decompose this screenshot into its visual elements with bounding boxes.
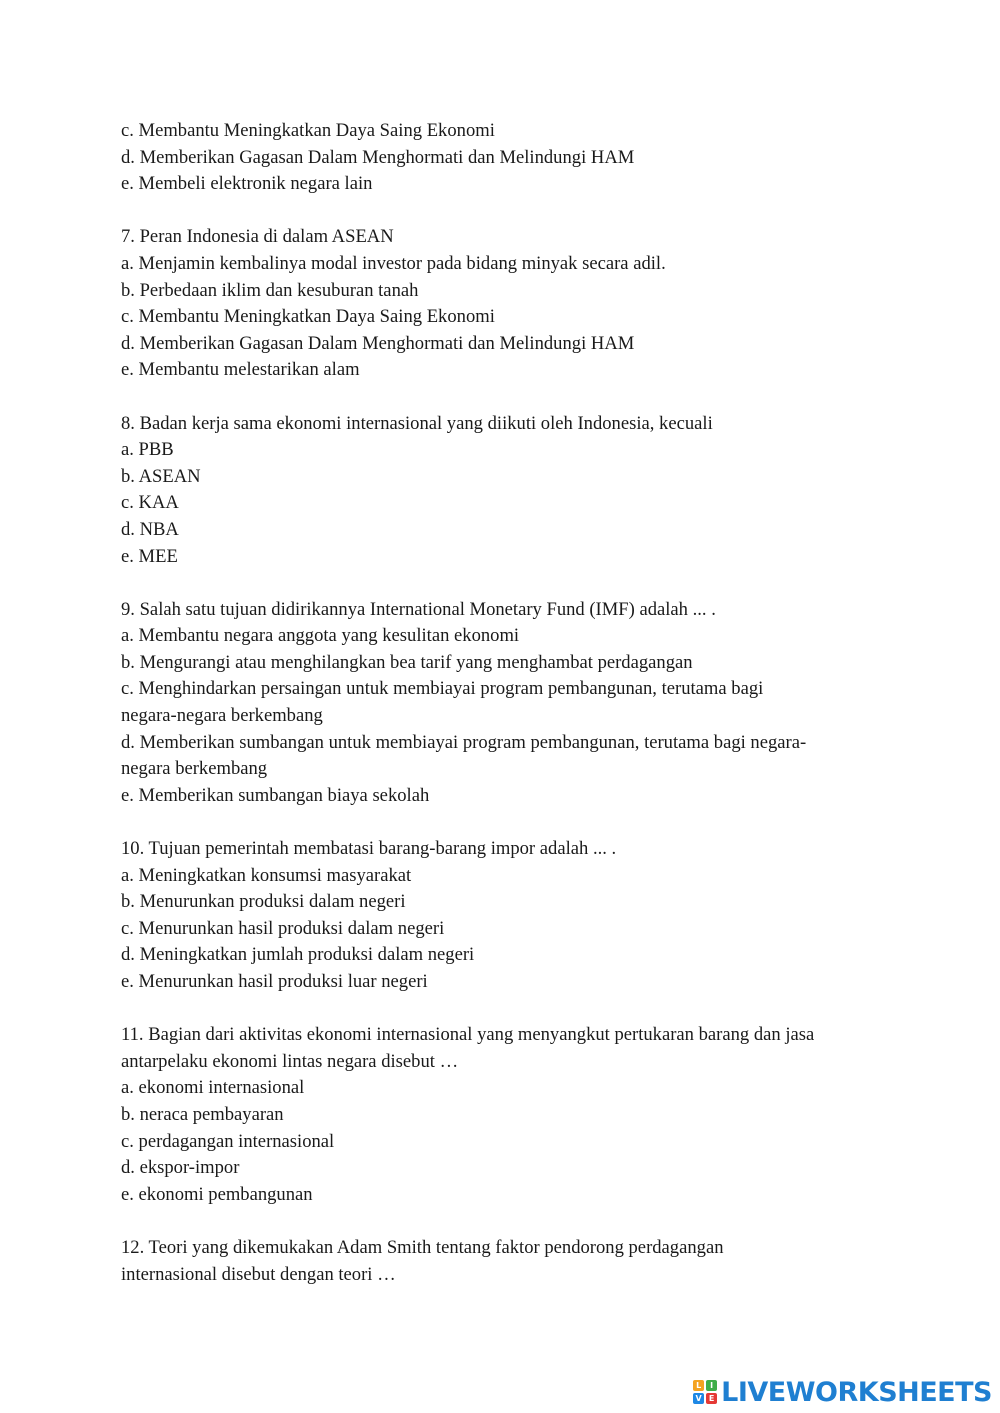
- option-6d: d. Memberikan Gagasan Dalam Menghormati dan Melindungi HAM: [121, 146, 635, 168]
- question-11-text-line2: antarpelaku ekonomi lintas negara disebut …: [121, 1050, 459, 1072]
- option-10c: c. Menurunkan hasil produksi dalam negeri: [121, 917, 445, 939]
- option-7e: e. Membantu melestarikan alam: [121, 359, 360, 381]
- option-7c: c. Membantu Meningkatkan Daya Saing Ekonomi: [121, 306, 495, 328]
- option-8c: c. KAA: [121, 492, 179, 514]
- logo-text: LIVEWORKSHEETS: [721, 1376, 992, 1408]
- option-9b: b. Mengurangi atau menghilangkan bea tarif yang menghambat perdagangan: [121, 651, 693, 673]
- option-11d: d. ekspor-impor: [121, 1157, 240, 1179]
- logo-mark-letter: I: [706, 1380, 717, 1391]
- question-10-text: 10. Tujuan pemerintah membatasi barang-barang impor adalah ... .: [121, 838, 617, 860]
- spacer: [121, 198, 921, 225]
- option-8a: a. PBB: [121, 439, 174, 461]
- question-11: [121, 1022, 921, 1208]
- option-10a: a. Meningkatkan konsumsi masyarakat: [121, 864, 412, 886]
- logo-mark-letter: E: [706, 1393, 717, 1404]
- option-11b: b. neraca pembayaran: [121, 1103, 284, 1125]
- spacer: [121, 570, 921, 597]
- option-9a: a. Membantu negara anggota yang kesulitan ekonomi: [121, 625, 520, 647]
- option-11a: a. ekonomi internasional: [121, 1077, 305, 1099]
- spacer: [121, 384, 921, 411]
- option-7a: a. Menjamin kembalinya modal investor pada bidang minyak secara adil.: [121, 252, 666, 274]
- logo-mark-letter: L: [693, 1380, 704, 1391]
- spacer: [121, 996, 921, 1023]
- question-6-tail: [121, 118, 921, 198]
- option-7d: d. Memberikan Gagasan Dalam Menghormati dan Melindungi HAM: [121, 332, 635, 354]
- question-12-text-line2: internasional disebut dengan teori …: [121, 1263, 396, 1285]
- option-7b: b. Perbedaan iklim dan kesuburan tanah: [121, 279, 419, 301]
- question-10: [121, 836, 921, 996]
- question-8-text: 8. Badan kerja sama ekonomi internasional yang diikuti oleh Indonesia, kecuali: [121, 412, 713, 434]
- option-10b: b. Menurunkan produksi dalam negeri: [121, 891, 406, 913]
- option-8b: b. ASEAN: [121, 465, 201, 487]
- option-11e: e. ekonomi pembangunan: [121, 1183, 313, 1205]
- logo-mark-letter: V: [693, 1393, 704, 1404]
- option-9d-line1: d. Memberikan sumbangan untuk membiayai program pembangunan, terutama bagi negara-: [121, 731, 807, 753]
- spacer: [121, 809, 921, 836]
- option-11c: c. perdagangan internasional: [121, 1130, 335, 1152]
- option-10d: d. Meningkatkan jumlah produksi dalam negeri: [121, 944, 475, 966]
- question-11-text-line1: 11. Bagian dari aktivitas ekonomi internasional yang menyangkut pertukaran barang dan jasa: [121, 1024, 815, 1046]
- question-9-text: 9. Salah satu tujuan didirikannya International Monetary Fund (IMF) adalah ... .: [121, 598, 716, 620]
- liveworksheets-logo: [693, 1375, 992, 1409]
- question-12: [121, 1235, 921, 1288]
- worksheet-page: [121, 118, 921, 1288]
- option-9c-line2: negara-negara berkembang: [121, 705, 323, 727]
- question-12-text-line1: 12. Teori yang dikemukakan Adam Smith tentang faktor pendorong perdagangan: [121, 1236, 724, 1258]
- option-9c-line1: c. Menghindarkan persaingan untuk membiayai program pembangunan, terutama bagi: [121, 678, 764, 700]
- question-9: [121, 597, 921, 810]
- logo-mark-icon: [693, 1380, 717, 1404]
- option-6e: e. Membeli elektronik negara lain: [121, 173, 373, 195]
- option-9e: e. Memberikan sumbangan biaya sekolah: [121, 784, 430, 806]
- option-8d: d. NBA: [121, 518, 179, 540]
- spacer: [121, 1208, 921, 1235]
- option-8e: e. MEE: [121, 545, 178, 567]
- option-6c: c. Membantu Meningkatkan Daya Saing Ekonomi: [121, 120, 495, 141]
- option-9d-line2: negara berkembang: [121, 758, 268, 780]
- question-8: [121, 411, 921, 571]
- question-7-text: 7. Peran Indonesia di dalam ASEAN: [121, 226, 394, 248]
- question-7: [121, 224, 921, 384]
- option-10e: e. Menurunkan hasil produksi luar negeri: [121, 971, 428, 992]
